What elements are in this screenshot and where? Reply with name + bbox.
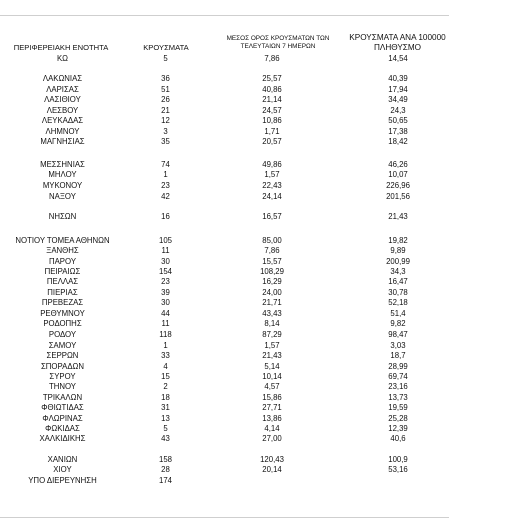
cases-per-100000-cell: 46,26 [388,160,408,169]
avg-7-days-cell: 10,14 [262,372,282,381]
cases-cell: 30 [161,298,170,307]
cases-per-100000-cell: 30,78 [388,288,408,297]
cases-per-100000-cell: 3,03 [390,341,406,350]
cases-cell: 16 [161,212,170,221]
cases-cell: 4 [163,362,168,371]
table-row [0,455,470,465]
cases-cell: 5 [163,424,168,433]
cases-per-100000-cell: 12,39 [388,424,408,433]
cases-cell: 158 [158,455,172,464]
avg-7-days-cell: 108,29 [260,267,284,276]
avg-7-days-cell: 25,57 [262,74,282,83]
cases-cell: 30 [161,257,170,266]
cases-per-100000-cell: 24,3 [390,106,406,115]
avg-7-days-cell: 20,14 [262,465,282,474]
avg-7-days-cell: 85,00 [262,236,282,245]
region-name-cell: ΠΙΕΡΙΑΣ [47,288,78,297]
avg-7-days-cell: 21,14 [262,95,282,104]
avg-7-days-cell: 13,86 [262,414,282,423]
table-row [0,330,470,340]
table-row [0,414,470,424]
table-row [0,393,470,403]
region-name-cell: ΣΕΡΡΩΝ [46,351,79,360]
cases-per-100000-cell: 17,94 [388,85,408,94]
cases-per-100000-cell: 14,54 [388,54,408,63]
avg-7-days-cell: 49,86 [262,160,282,169]
table-row [0,85,470,95]
avg-7-days-cell: 5,14 [264,362,280,371]
region-name-cell: ΥΠΟ ΔΙΕΡΕΥΝΗΣΗ [28,476,97,485]
region-name-cell: ΡΟΔΟΠΗΣ [43,319,82,328]
cases-cell: 39 [161,288,170,297]
cases-cell: 11 [161,246,170,255]
avg-7-days-cell: 1,57 [264,341,280,350]
cases-per-100000-cell: 34,49 [388,95,408,104]
cases-cell: 1 [163,341,168,350]
bottom-rule [0,517,449,518]
table-row [0,160,470,170]
cases-cell: 31 [161,403,170,412]
cases-cell: 23 [161,181,170,190]
table-row [0,298,470,308]
region-name-cell: ΜΥΚΟΝΟΥ [42,181,83,190]
header-avg-7-days: ΜΕΣΟΣ ΟΡΟΣ ΚΡΟΥΣΜΑΤΩΝ ΤΩΝ ΤΕΛΕΥΤΑΙΩΝ 7 ΗΜΕΡΩΝ [226,35,330,50]
table-row [0,277,470,287]
cases-per-100000-cell: 21,43 [388,212,408,221]
region-name-cell: ΡΟΔΟΥ [48,330,77,339]
region-name-cell: ΝΟΤΙΟΥ ΤΟΜΕΑ ΑΘΗΝΩΝ [15,236,110,245]
cases-per-100000-cell: 226,96 [386,181,410,190]
table-row [0,341,470,351]
cases-per-100000-cell: 50,65 [388,116,408,125]
header-cases-per-100000: ΚΡΟΥΣΜΑΤΑ ΑΝΑ 100000 ΠΛΗΘΥΣΜΟ [349,33,446,52]
avg-7-days-cell: 24,00 [262,288,282,297]
table-row [0,424,470,434]
avg-7-days-cell: 16,57 [262,212,282,221]
avg-7-days-cell: 1,71 [264,127,280,136]
region-name-cell: ΛΑΡΙΣΑΣ [46,85,79,94]
cases-per-100000-cell: 19,82 [388,236,408,245]
avg-7-days-cell: 16,29 [262,277,282,286]
region-name-cell: ΠΕΛΛΑΣ [46,277,79,286]
cases-per-100000-cell: 69,74 [388,372,408,381]
table-row [0,309,470,319]
cases-cell: 42 [161,192,170,201]
table-row [0,181,470,191]
region-name-cell: ΤΡΙΚΑΛΩΝ [42,393,83,402]
table-row [0,267,470,277]
table-row [0,137,470,147]
cases-per-100000-cell: 98,47 [388,330,408,339]
region-name-cell: ΜΑΓΝΗΣΙΑΣ [40,137,85,146]
region-name-cell: ΦΩΚΙΔΑΣ [45,424,80,433]
table-row [0,372,470,382]
table-row [0,95,470,105]
avg-7-days-cell: 15,57 [262,257,282,266]
cases-cell: 18 [161,393,170,402]
region-name-cell: ΣΠΟΡΑΔΩΝ [40,362,84,371]
region-name-cell: ΡΕΘΥΜΝΟΥ [40,309,85,318]
header-cases: ΚΡΟΥΣΜΑΤΑ [143,43,189,52]
avg-7-days-cell: 20,57 [262,137,282,146]
region-name-cell: ΛΕΣΒΟΥ [46,106,79,115]
region-name-cell: ΧΑΝΙΩΝ [47,455,78,464]
cases-per-100000-cell: 53,16 [388,465,408,474]
cases-cell: 3 [163,127,168,136]
avg-7-days-cell: 10,86 [262,116,282,125]
cases-cell: 154 [158,267,172,276]
table-row [0,106,470,116]
region-name-cell: ΜΗΛΟΥ [48,170,77,179]
table-row [0,116,470,126]
avg-7-days-cell: 4,14 [264,424,280,433]
cases-cell: 33 [161,351,170,360]
region-name-cell: ΛΑΣΙΘΙΟΥ [44,95,81,104]
table-row [0,319,470,329]
table-row [0,382,470,392]
avg-7-days-cell: 87,29 [262,330,282,339]
cases-cell: 36 [161,74,170,83]
table-row [0,434,470,444]
avg-7-days-cell: 4,57 [264,382,280,391]
table-row [0,362,470,372]
cases-cell: 74 [161,160,170,169]
cases-per-100000-cell: 10,07 [388,170,408,179]
cases-cell: 43 [161,434,170,443]
cases-per-100000-cell: 25,28 [388,414,408,423]
avg-7-days-cell: 27,00 [262,434,282,443]
table-row [0,127,470,137]
cases-cell: 12 [161,116,170,125]
cases-cell: 174 [158,476,172,485]
region-name-cell: ΣΥΡΟΥ [49,372,76,381]
cases-cell: 5 [163,54,168,63]
region-name-cell: ΝΑΞΟΥ [49,192,76,201]
table-row [0,351,470,361]
cases-cell: 2 [163,382,168,391]
avg-7-days-cell: 22,43 [262,181,282,190]
cases-per-100000-cell: 52,18 [388,298,408,307]
table-row [0,74,470,84]
cases-cell: 1 [163,170,168,179]
region-name-cell: ΠΑΡΟΥ [48,257,77,266]
cases-cell: 51 [161,85,170,94]
cases-cell: 26 [161,95,170,104]
cases-cell: 118 [159,330,172,339]
cases-cell: 13 [161,414,170,423]
avg-7-days-cell: 1,57 [264,170,280,179]
cases-per-100000-cell: 200,99 [386,257,410,266]
table-row [0,403,470,413]
avg-7-days-cell: 7,86 [264,54,280,63]
table-row [0,257,470,267]
region-name-cell: ΛΑΚΩΝΙΑΣ [42,74,83,83]
region-name-cell: ΜΕΣΣΗΝΙΑΣ [40,160,85,169]
table-row [0,288,470,298]
cases-cell: 23 [161,277,170,286]
region-name-cell: ΤΗΝΟΥ [48,382,77,391]
avg-7-days-cell: 8,14 [264,319,280,328]
region-name-cell: ΧΙΟΥ [53,465,72,474]
cases-cell: 28 [161,465,170,474]
table-row [0,236,470,246]
region-name-cell: ΦΛΩΡΙΝΑΣ [42,414,83,423]
cases-per-100000-cell: 13,73 [388,393,408,402]
region-name-cell: ΝΗΣΩΝ [48,212,77,221]
region-name-cell: ΠΕΙΡΑΙΩΣ [44,267,81,276]
region-name-cell: ΞΑΝΘΗΣ [46,246,79,255]
cases-per-100000-cell: 18,42 [388,137,408,146]
region-name-cell: ΠΡΕΒΕΖΑΣ [41,298,84,307]
avg-7-days-cell: 43,43 [262,309,282,318]
header-region: ΠΕΡΙΦΕΡΕΙΑΚΗ ΕΝΟΤΗΤΑ [13,43,109,52]
top-rule [0,15,449,16]
cases-cell: 11 [161,319,170,328]
region-name-cell: ΦΘΙΩΤΙΔΑΣ [41,403,84,412]
region-name-cell: ΧΑΛΚΙΔΙΚΗΣ [39,434,86,443]
table-row [0,476,470,486]
table-row [0,246,470,256]
cases-per-100000-cell: 16,47 [388,277,408,286]
table-row [0,465,470,475]
cases-per-100000-cell: 9,82 [390,319,406,328]
table-row [0,192,470,202]
avg-7-days-cell: 21,71 [262,298,282,307]
avg-7-days-cell: 27,71 [262,403,282,412]
avg-7-days-cell: 7,86 [264,246,280,255]
avg-7-days-cell: 21,43 [262,351,282,360]
avg-7-days-cell: 15,86 [262,393,282,402]
cases-per-100000-cell: 28,99 [388,362,408,371]
avg-7-days-cell: 40,86 [262,85,282,94]
cases-per-100000-cell: 40,39 [388,74,408,83]
cases-per-100000-cell: 51,4 [390,309,406,318]
cases-per-100000-cell: 100,9 [388,455,408,464]
region-name-cell: ΣΑΜΟΥ [48,341,77,350]
cases-per-100000-cell: 201,56 [386,192,410,201]
cases-per-100000-cell: 23,16 [388,382,408,391]
table-row [0,170,470,180]
avg-7-days-cell: 24,14 [262,192,282,201]
cases-per-100000-cell: 34,3 [390,267,406,276]
cases-per-100000-cell: 40,6 [390,434,406,443]
avg-7-days-cell: 24,57 [262,106,282,115]
cases-per-100000-cell: 18,7 [390,351,406,360]
region-name-cell: ΛΕΥΚΑΔΑΣ [41,116,84,125]
cases-cell: 15 [161,372,170,381]
region-name-cell: ΛΗΜΝΟΥ [45,127,80,136]
table-row [0,54,470,64]
cases-cell: 21 [161,106,170,115]
table-row [0,212,470,222]
avg-7-days-cell: 120,43 [260,455,284,464]
cases-per-100000-cell: 9,89 [390,246,406,255]
cases-cell: 35 [161,137,170,146]
region-name-cell: ΚΩ [56,54,69,63]
cases-cell: 105 [158,236,172,245]
cases-cell: 44 [161,309,170,318]
cases-per-100000-cell: 17,38 [388,127,408,136]
cases-per-100000-cell: 19,59 [388,403,408,412]
